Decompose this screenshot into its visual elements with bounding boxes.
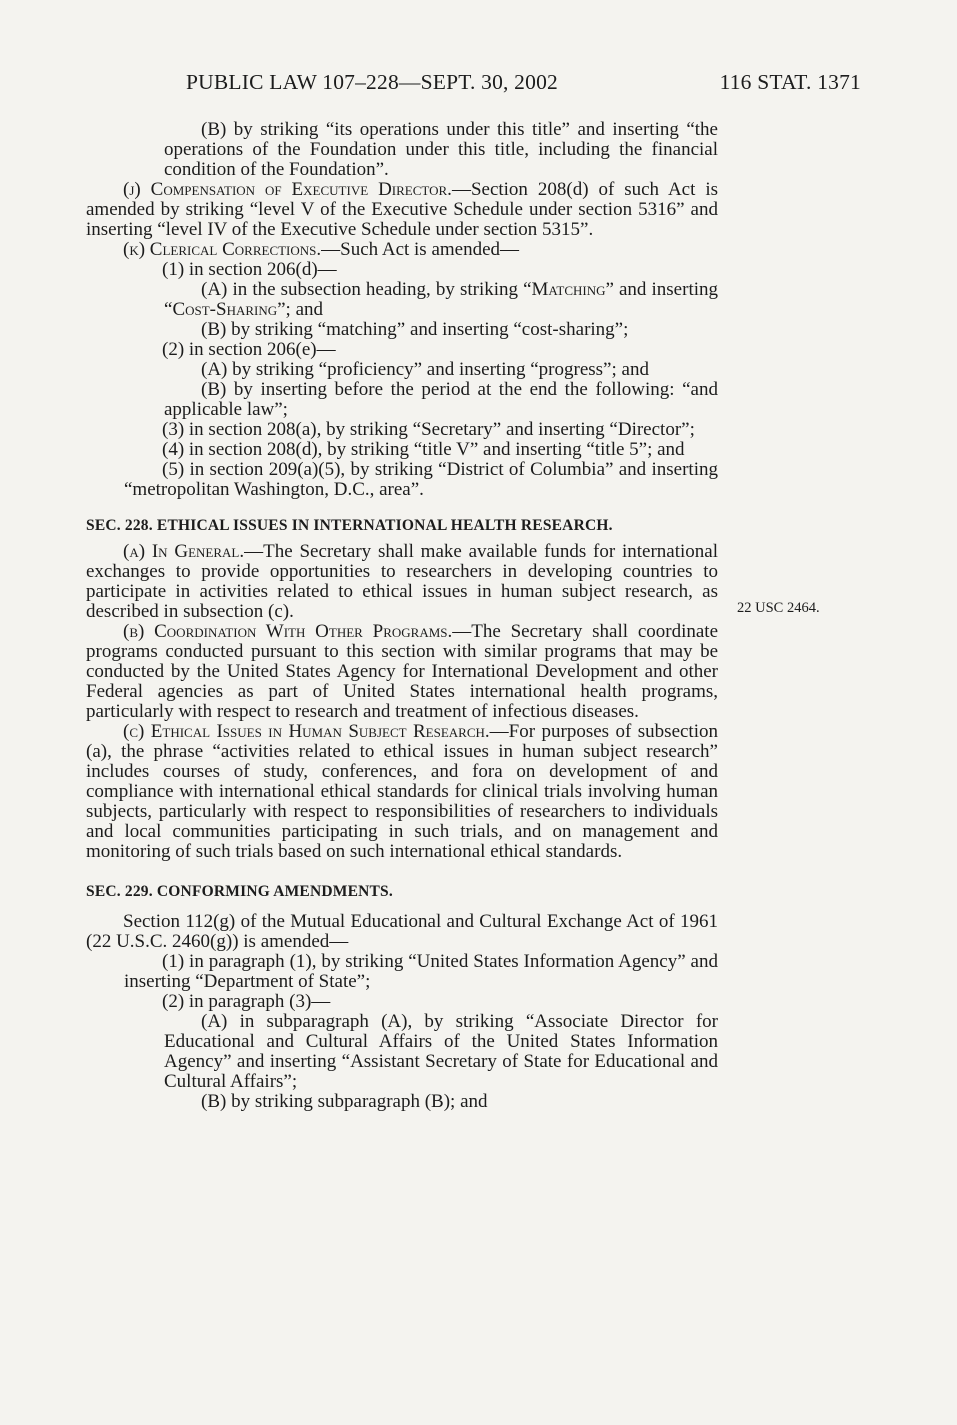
sec229-paragraph-2: (2) in paragraph (3)— [162, 991, 331, 1012]
k1a-pre: (A) in the subsection heading, by striking “ [201, 279, 532, 300]
subsection-k-text: —Such Act is amended— [321, 239, 520, 260]
sec229-intro: Section 112(g) of the Mutual Educational and Cultural Exchange Act of 1961 (22 U.S.C. 2460(g)) is amended— [86, 911, 718, 952]
running-head [186, 70, 861, 100]
k1a-cost-sharing: Cost-Sharing [172, 299, 278, 320]
k-paragraph-2-A: (A) by striking “proficiency” and inserting “progress”; and [201, 359, 649, 380]
subsection-j [86, 180, 718, 240]
sec228-a-heading: (a) In General. [123, 541, 245, 562]
section-229-heading: SEC. 229. CONFORMING AMENDMENTS. [86, 883, 393, 900]
sec228-subsection-c [86, 722, 718, 862]
document-body [86, 120, 718, 1112]
k-paragraph-4: (4) in section 208(d), by striking “title V” and inserting “title 5”; and [162, 439, 685, 460]
sec228-subsection-a [86, 542, 718, 622]
k1a-post: ”; and [277, 299, 324, 320]
k1a-matching: Matching [531, 279, 606, 300]
k-paragraph-2: (2) in section 206(e)— [162, 339, 336, 360]
subsection-j-text: —Section 208(d) of such Act is amended by striking “level V of the Executive Schedule under section 5316” and inserting “level IV of the Executive Schedule under section 5315”. [86, 179, 718, 240]
sec229-paragraph-1: (1) in paragraph (1), by striking “United States Information Agency” and inserting “Department of State”; [124, 951, 718, 992]
subsection-k-heading: (k) Clerical Corrections. [123, 239, 322, 260]
sec228-b-text: —The Secretary shall coordinate programs conducted pursuant to this section with similar programs that may be conducted by the United States Agency for International Development and other Federal agencies as part of United States international health programs, particularly with respect to research and treatment of infectious diseases. [86, 621, 718, 722]
k-paragraph-3: (3) in section 208(a), by striking “Secretary” and inserting “Director”; [162, 419, 695, 440]
margin-note-usc: 22 USC 2464. [737, 600, 820, 616]
k-paragraph-1-A [86, 280, 718, 320]
running-head-citation: PUBLIC LAW 107–228—SEPT. 30, 2002 [186, 70, 558, 94]
sec229-paragraph-2-B: (B) by striking subparagraph (B); and [201, 1091, 488, 1112]
running-head-page: 116 STAT. 1371 [719, 70, 861, 94]
k1a-mid: ” and inserting “ [164, 279, 719, 320]
sec228-c-text: —For purposes of subsection (a), the phrase “activities related to ethical issues in human subject research” includes courses of study, conferences, and fora on development of and compliance with international ethical standards for clinical trials involving human subjects, particularly with respect to responsibilities of researchers to individuals and local communities participating in such trials, and on management and monitoring of such trials based on such international ethical standards. [86, 721, 718, 862]
subsection-j-heading: (j) Compensation of Executive Director. [123, 179, 452, 200]
sec228-b-heading: (b) Coordination With Other Programs. [123, 621, 453, 642]
sec228-c-heading: (c) Ethical Issues in Human Subject Research. [123, 721, 490, 742]
k-paragraph-2-B: (B) by inserting before the period at the end the following: “and applicable law”; [164, 379, 718, 420]
sec229-paragraph-2-A: (A) in subparagraph (A), by striking “Associate Director for Educational and Cultural Affairs of the United States Information Agency” and inserting “Assistant Secretary of State for Educational and Cultural Affairs”; [164, 1011, 718, 1092]
k-paragraph-1: (1) in section 206(d)— [162, 259, 337, 280]
subsection-k [86, 240, 718, 260]
section-228-heading: SEC. 228. ETHICAL ISSUES IN INTERNATIONAL HEALTH RESEARCH. [86, 517, 613, 534]
k-paragraph-1-B: (B) by striking “matching” and inserting “cost-sharing”; [201, 319, 629, 340]
k-paragraph-5: (5) in section 209(a)(5), by striking “District of Columbia” and inserting “metropolitan Washington, D.C., area”. [124, 459, 718, 500]
paragraph-b-striking: (B) by striking “its operations under this title” and inserting “the operations of the Foundation under this title, including the financial condition of the Foundation”. [164, 119, 718, 180]
sec228-a-text: —The Secretary shall make available funds for international exchanges to provide opportunities to researchers in developing countries to participate in activities related to ethical issues in human subject research, as described in subsection (c). [86, 541, 718, 622]
sec228-subsection-b [86, 622, 718, 722]
